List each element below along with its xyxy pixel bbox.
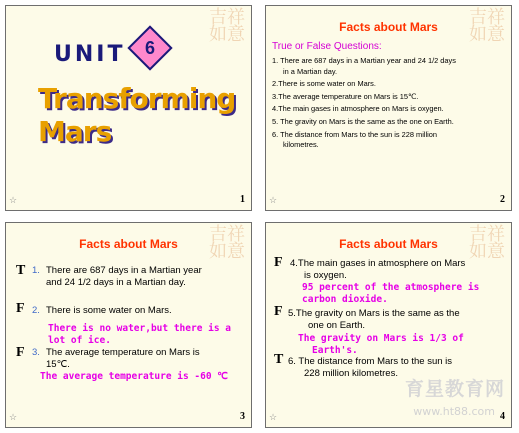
decorative-stamp: 吉祥如意 [209, 7, 245, 45]
question-number: 2. [32, 305, 40, 316]
slide-title: Facts about Mars [339, 20, 438, 34]
question-number: 1. [32, 265, 40, 276]
question-number: 3. [32, 347, 40, 358]
slide-title: Transforming Mars [38, 82, 236, 148]
false-mark: F [274, 255, 283, 270]
star-icon: ☆ [269, 195, 278, 205]
question-text: 6. The distance from Mars to the sun is 228 million kilometres. [288, 356, 453, 379]
unit-label: UNIT [54, 42, 126, 67]
decorative-stamp: 吉祥如意 [209, 224, 245, 262]
watermark-chinese: 育星教育网 [404, 378, 505, 400]
decorative-stamp: 吉祥如意 [469, 7, 505, 45]
star-icon: ☆ [9, 195, 18, 205]
question-text: 5.The gravity on Mars is the same as the one on Earth. [288, 308, 460, 331]
question-text: There are 687 days in a Martian year and 24 1/2 days in a Martian day. [46, 265, 202, 288]
page-number: 1 [240, 194, 245, 205]
answer-text: 95 percent of the atmosphere is carbon dioxide. [302, 282, 480, 305]
page-number: 4 [500, 411, 505, 422]
star-icon: ☆ [9, 412, 18, 422]
page-number: 2 [500, 194, 505, 205]
list-item: 1. There are 687 days in a Martian year and 24 1/2 days in a Martian day. [272, 56, 456, 76]
answer-text: The gravity on Mars is 1/3 of Earth's. [298, 333, 464, 356]
false-mark: F [16, 345, 25, 360]
question-text: There is some water on Mars. [46, 305, 172, 316]
slide-thumbnail-4[interactable] [265, 222, 512, 428]
true-mark: T [274, 352, 284, 367]
list-item: 3.The average temperature on Mars is 15℃. [272, 91, 419, 101]
list-item: 2.There is some water on Mars. [272, 79, 376, 89]
true-mark: T [16, 263, 26, 278]
slide-subtitle: True or False Questions: [272, 41, 382, 52]
page-number: 3 [240, 411, 245, 422]
star-icon: ☆ [269, 412, 278, 422]
watermark-url: www.ht88.com [413, 405, 495, 418]
slide-title: Facts about Mars [339, 237, 438, 251]
decorative-stamp: 吉祥如意 [469, 224, 505, 262]
question-text: 4.The main gases in atmosphere on Mars is oxygen. [290, 258, 466, 281]
question-text: The average temperature on Mars is 15℃. [46, 347, 200, 370]
slide-thumbnail-1[interactable] [5, 5, 252, 211]
question-list [272, 56, 508, 153]
list-item: 5. The gravity on Mars is the same as the one on Earth. [272, 116, 454, 126]
answer-text: There is no water,but there is a lot of ice. [48, 323, 232, 346]
false-mark: F [16, 301, 25, 316]
slide-title: Facts about Mars [79, 237, 178, 251]
false-mark: F [274, 304, 283, 319]
unit-number: 6 [144, 38, 155, 58]
slide-thumbnail-2[interactable] [265, 5, 512, 211]
list-item: 4.The main gases in atmosphere on Mars is oxygen. [272, 104, 444, 114]
slide-thumbnail-3[interactable] [5, 222, 252, 428]
list-item: 6. The distance from Mars to the sun is 228 million kilometres. [272, 129, 437, 150]
unit-number-badge [127, 25, 172, 70]
answer-text: The average temperature is -60 ℃ [40, 371, 228, 382]
